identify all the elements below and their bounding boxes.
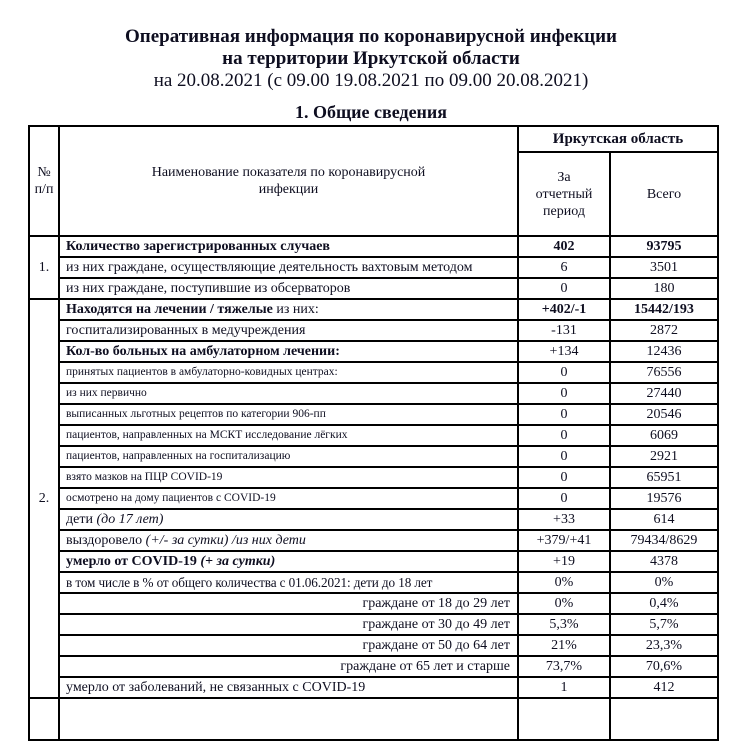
column-header-period: За отчетный период bbox=[518, 152, 610, 236]
table-row bbox=[29, 488, 718, 509]
label-segment: выписанных льготных рецептов по категории 906-пп bbox=[66, 408, 326, 420]
table-row bbox=[29, 278, 718, 299]
total-value-cell: 614 bbox=[610, 509, 718, 530]
indicator-label-cell bbox=[59, 278, 518, 299]
period-value-cell: 0% bbox=[518, 593, 610, 614]
period-value-cell: 0 bbox=[518, 446, 610, 467]
period-value-cell: 0 bbox=[518, 425, 610, 446]
period-value-cell: 402 bbox=[518, 236, 610, 257]
table-row bbox=[29, 614, 718, 635]
indicator-label-cell bbox=[59, 509, 518, 530]
total-value-cell: 70,6% bbox=[610, 656, 718, 677]
table-row bbox=[29, 446, 718, 467]
row-number-cell: 2. bbox=[29, 299, 59, 698]
total-value-cell: 5,7% bbox=[610, 614, 718, 635]
label-segment: взято мазков на ПЦР COVID-19 bbox=[66, 471, 223, 483]
table-row bbox=[29, 236, 718, 257]
label-segment: пациентов, направленных на госпитализацию bbox=[66, 450, 291, 462]
period-value-cell: 5,3% bbox=[518, 614, 610, 635]
total-value-cell: 4378 bbox=[610, 551, 718, 572]
period-value-cell: +19 bbox=[518, 551, 610, 572]
indicator-label-cell bbox=[59, 404, 518, 425]
total-value-cell: 3501 bbox=[610, 257, 718, 278]
table-row bbox=[29, 551, 718, 572]
indicator-label-cell bbox=[59, 362, 518, 383]
column-header-number: № п/п bbox=[29, 126, 59, 236]
total-value-cell bbox=[610, 698, 718, 740]
period-value-cell: +134 bbox=[518, 341, 610, 362]
label-segment: в том числе в % от общего количества с 01.06.2021: дети до 18 лет bbox=[66, 574, 433, 590]
indicator-label-cell bbox=[59, 236, 518, 257]
table-row bbox=[29, 656, 718, 677]
table-row bbox=[29, 572, 718, 593]
row-number-cell: 1. bbox=[29, 236, 59, 299]
table-row bbox=[29, 698, 718, 740]
label-segment: из них граждане, поступившие из обсерваторов bbox=[66, 280, 351, 296]
table-body bbox=[29, 236, 718, 740]
total-value-cell: 79434/8629 bbox=[610, 530, 718, 551]
label-segment: граждане от 50 до 64 лет bbox=[362, 637, 510, 653]
table-row bbox=[29, 341, 718, 362]
table-row bbox=[29, 383, 718, 404]
indicator-label-cell bbox=[59, 383, 518, 404]
period-value-cell: 0 bbox=[518, 278, 610, 299]
period-value-cell: 0 bbox=[518, 404, 610, 425]
label-segment: из них первично bbox=[66, 387, 147, 399]
table-row bbox=[29, 593, 718, 614]
indicator-label-cell bbox=[59, 299, 518, 320]
total-value-cell: 93795 bbox=[610, 236, 718, 257]
row-number-cell bbox=[29, 698, 59, 740]
label-segment: граждане от 65 лет и старше bbox=[340, 658, 510, 674]
label-segment: (+/- за сутки) /из них дети bbox=[145, 532, 306, 548]
total-value-cell: 412 bbox=[610, 677, 718, 698]
general-info-table bbox=[28, 125, 719, 741]
table-header bbox=[29, 126, 718, 236]
table-row bbox=[29, 530, 718, 551]
indicator-label-cell bbox=[59, 320, 518, 341]
total-value-cell: 23,3% bbox=[610, 635, 718, 656]
indicator-label-cell bbox=[59, 551, 518, 572]
label-segment: (до 17 лет) bbox=[96, 511, 164, 527]
total-value-cell: 15442/193 bbox=[610, 299, 718, 320]
total-value-cell: 27440 bbox=[610, 383, 718, 404]
label-segment: принятых пациентов в амбулаторно-ковидных центрах: bbox=[66, 366, 338, 378]
table-row bbox=[29, 362, 718, 383]
label-segment: из них: bbox=[272, 301, 319, 317]
table-row bbox=[29, 425, 718, 446]
period-value-cell: +379/+41 bbox=[518, 530, 610, 551]
total-value-cell: 0% bbox=[610, 572, 718, 593]
period-value-cell: -131 bbox=[518, 320, 610, 341]
column-header-region-group: Иркутская область bbox=[518, 126, 718, 152]
table-row bbox=[29, 320, 718, 341]
period-value-cell: 21% bbox=[518, 635, 610, 656]
period-value-cell: 0 bbox=[518, 383, 610, 404]
total-value-cell: 20546 bbox=[610, 404, 718, 425]
indicator-label-cell bbox=[59, 341, 518, 362]
indicator-label-cell bbox=[59, 635, 518, 656]
label-segment: Количество зарегистрированных случаев bbox=[66, 238, 330, 254]
label-segment: Находятся на лечении / тяжелые bbox=[66, 301, 273, 317]
total-value-cell: 2921 bbox=[610, 446, 718, 467]
label-segment: умерло от COVID-19 bbox=[66, 553, 201, 569]
label-segment: (+ за сутки) bbox=[200, 553, 276, 569]
column-header-total: Всего bbox=[610, 152, 718, 236]
label-segment: госпитализированных в медучреждения bbox=[66, 322, 306, 338]
label-segment: Кол-во больных на амбулаторном лечении: bbox=[66, 343, 340, 359]
period-value-cell: 0% bbox=[518, 572, 610, 593]
period-value-cell: 0 bbox=[518, 488, 610, 509]
indicator-label-cell bbox=[59, 425, 518, 446]
period-value-cell: 73,7% bbox=[518, 656, 610, 677]
label-segment: граждане от 18 до 29 лет bbox=[362, 595, 510, 611]
total-value-cell: 2872 bbox=[610, 320, 718, 341]
section-heading: 1. Общие сведения bbox=[294, 102, 448, 122]
period-value-cell: 6 bbox=[518, 257, 610, 278]
indicator-label-cell bbox=[59, 446, 518, 467]
label-segment: из них граждане, осуществляющие деятельность вахтовым методом bbox=[66, 259, 473, 275]
period-value-cell: +33 bbox=[518, 509, 610, 530]
table-row bbox=[29, 404, 718, 425]
column-header-indicator: Наименование показателя по коронавирусной инфекции bbox=[59, 126, 518, 236]
period-value-cell: +402/-1 bbox=[518, 299, 610, 320]
label-segment: пациентов, направленных на МСКТ исследование лёгких bbox=[66, 429, 348, 441]
table-row bbox=[29, 299, 718, 320]
period-value-cell: 1 bbox=[518, 677, 610, 698]
table-row bbox=[29, 509, 718, 530]
indicator-label-cell bbox=[59, 572, 518, 593]
document-title bbox=[0, 0, 742, 92]
title-line-2: на территории Иркутской области bbox=[222, 48, 520, 69]
indicator-label-cell bbox=[59, 257, 518, 278]
title-line-3: на 20.08.2021 (с 09.00 19.08.2021 по 09.00 20.08.2021) bbox=[153, 70, 589, 91]
table-row bbox=[29, 677, 718, 698]
indicator-label-cell bbox=[59, 488, 518, 509]
label-segment: умерло от заболеваний, не связанных с COVID-19 bbox=[66, 679, 366, 695]
period-value-cell: 0 bbox=[518, 362, 610, 383]
indicator-label-cell bbox=[59, 656, 518, 677]
total-value-cell: 19576 bbox=[610, 488, 718, 509]
table-row bbox=[29, 467, 718, 488]
indicator-label-cell bbox=[59, 614, 518, 635]
total-value-cell: 76556 bbox=[610, 362, 718, 383]
table-row bbox=[29, 635, 718, 656]
header-row-region bbox=[29, 126, 718, 152]
indicator-label-cell bbox=[59, 677, 518, 698]
label-segment: граждане от 30 до 49 лет bbox=[362, 616, 510, 632]
total-value-cell: 0,4% bbox=[610, 593, 718, 614]
title-line-1: Оперативная информация по коронавирусной инфекции bbox=[125, 26, 617, 47]
label-segment: выздоровело bbox=[66, 532, 146, 548]
label-segment: дети bbox=[66, 511, 97, 527]
indicator-label-cell bbox=[59, 467, 518, 488]
total-value-cell: 6069 bbox=[610, 425, 718, 446]
indicator-label-cell bbox=[59, 698, 518, 740]
period-value-cell: 0 bbox=[518, 467, 610, 488]
label-segment: осмотрено на дому пациентов с COVID-19 bbox=[66, 492, 276, 504]
indicator-label-cell bbox=[59, 593, 518, 614]
total-value-cell: 65951 bbox=[610, 467, 718, 488]
indicator-label-cell bbox=[59, 530, 518, 551]
table-row bbox=[29, 257, 718, 278]
period-value-cell bbox=[518, 698, 610, 740]
total-value-cell: 180 bbox=[610, 278, 718, 299]
total-value-cell: 12436 bbox=[610, 341, 718, 362]
